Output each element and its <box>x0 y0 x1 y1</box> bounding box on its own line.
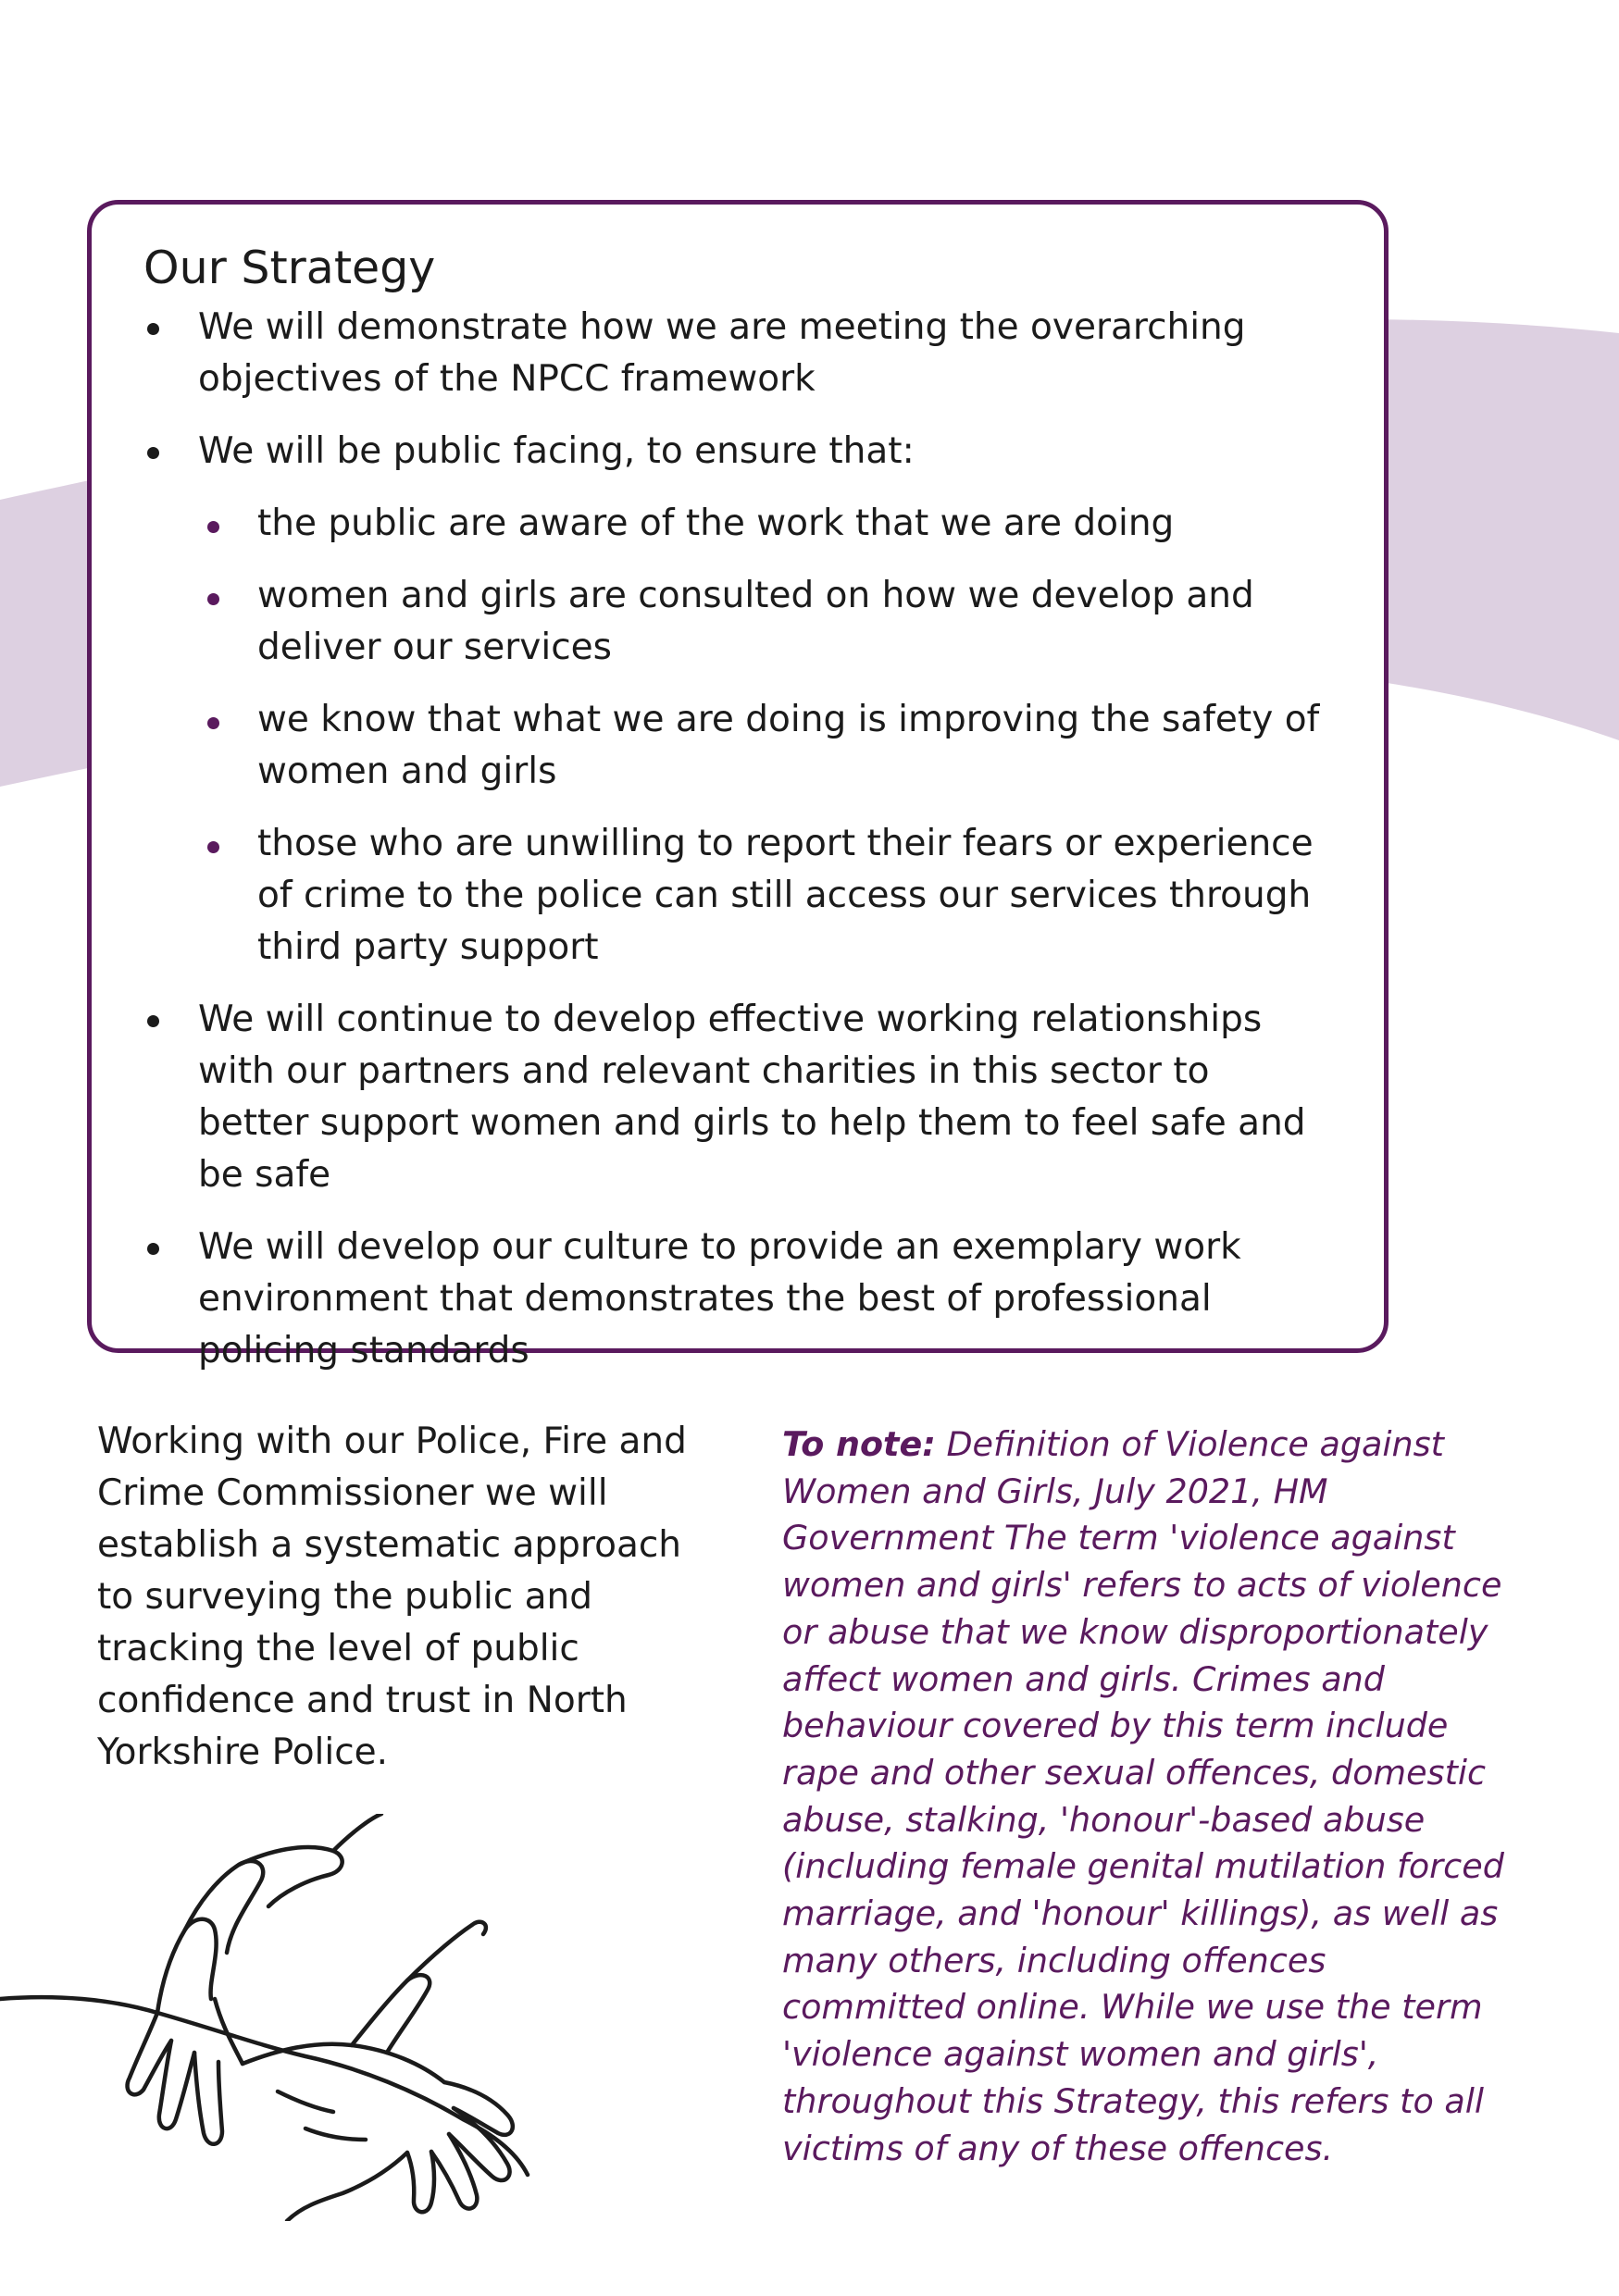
strategy-item-text: We will develop our culture to provide an exemplary work environment that demonstrates the best of professional policing standards <box>198 1225 1241 1371</box>
definition-note <box>782 1421 1513 2172</box>
strategy-sub-item <box>198 498 1328 550</box>
strategy-list <box>143 302 1328 1377</box>
note-label: To note: <box>782 1424 936 1464</box>
strategy-sub-item <box>198 694 1328 798</box>
strategy-item <box>143 994 1328 1201</box>
strategy-title: Our Strategy <box>143 242 436 294</box>
strategy-sub-item <box>198 818 1328 974</box>
strategy-box <box>87 200 1389 1371</box>
strategy-item-text: We will be public facing, to ensure that: <box>198 429 915 472</box>
strategy-item <box>143 1222 1328 1377</box>
strategy-sub-item-text: the public are aware of the work that we are doing <box>257 502 1175 544</box>
note-text: Definition of Violence against Women and Girls, July 2021, HM Government The term 'violence against women and girls' refers to acts of violence or abuse that we know disproportionately affect women and girls. Crimes and behaviour covered by this term include rape and other sexual offences, domestic abuse, stalking, 'honour'-based abuse (including female genital mutilation forced marriage, and 'honour' killings), as well as many others, including offences committed online. While we use the term 'violence against women and girls', throughout this Strategy, this refers to all victims of any of these offences. <box>782 1424 1504 2168</box>
strategy-sub-item-text: those who are unwilling to report their fears or experience of crime to the police can still access our services through third party support <box>257 822 1314 968</box>
strategy-sub-list <box>198 498 1328 974</box>
hands-line-art-icon <box>0 1814 666 2221</box>
strategy-sub-item-text: women and girls are consulted on how we develop and deliver our services <box>257 574 1254 668</box>
strategy-sub-item <box>198 570 1328 674</box>
strategy-item <box>143 426 1328 974</box>
strategy-sub-item-text: we know that what we are doing is improving the safety of women and girls <box>257 698 1320 792</box>
strategy-item-text: We will demonstrate how we are meeting the overarching objectives of the NPCC framework <box>198 305 1246 400</box>
strategy-item-text: We will continue to develop effective working relationships with our partners and relevant charities in this sector to better support women and girls to help them to feel safe and be safe <box>198 998 1306 1196</box>
strategy-item <box>143 302 1328 405</box>
commissioner-paragraph: Working with our Police, Fire and Crime Commissioner we will establish a systematic approach to surveying the public and tracking the level of public confidence and trust in North Yorkshire Police. <box>97 1421 687 1773</box>
